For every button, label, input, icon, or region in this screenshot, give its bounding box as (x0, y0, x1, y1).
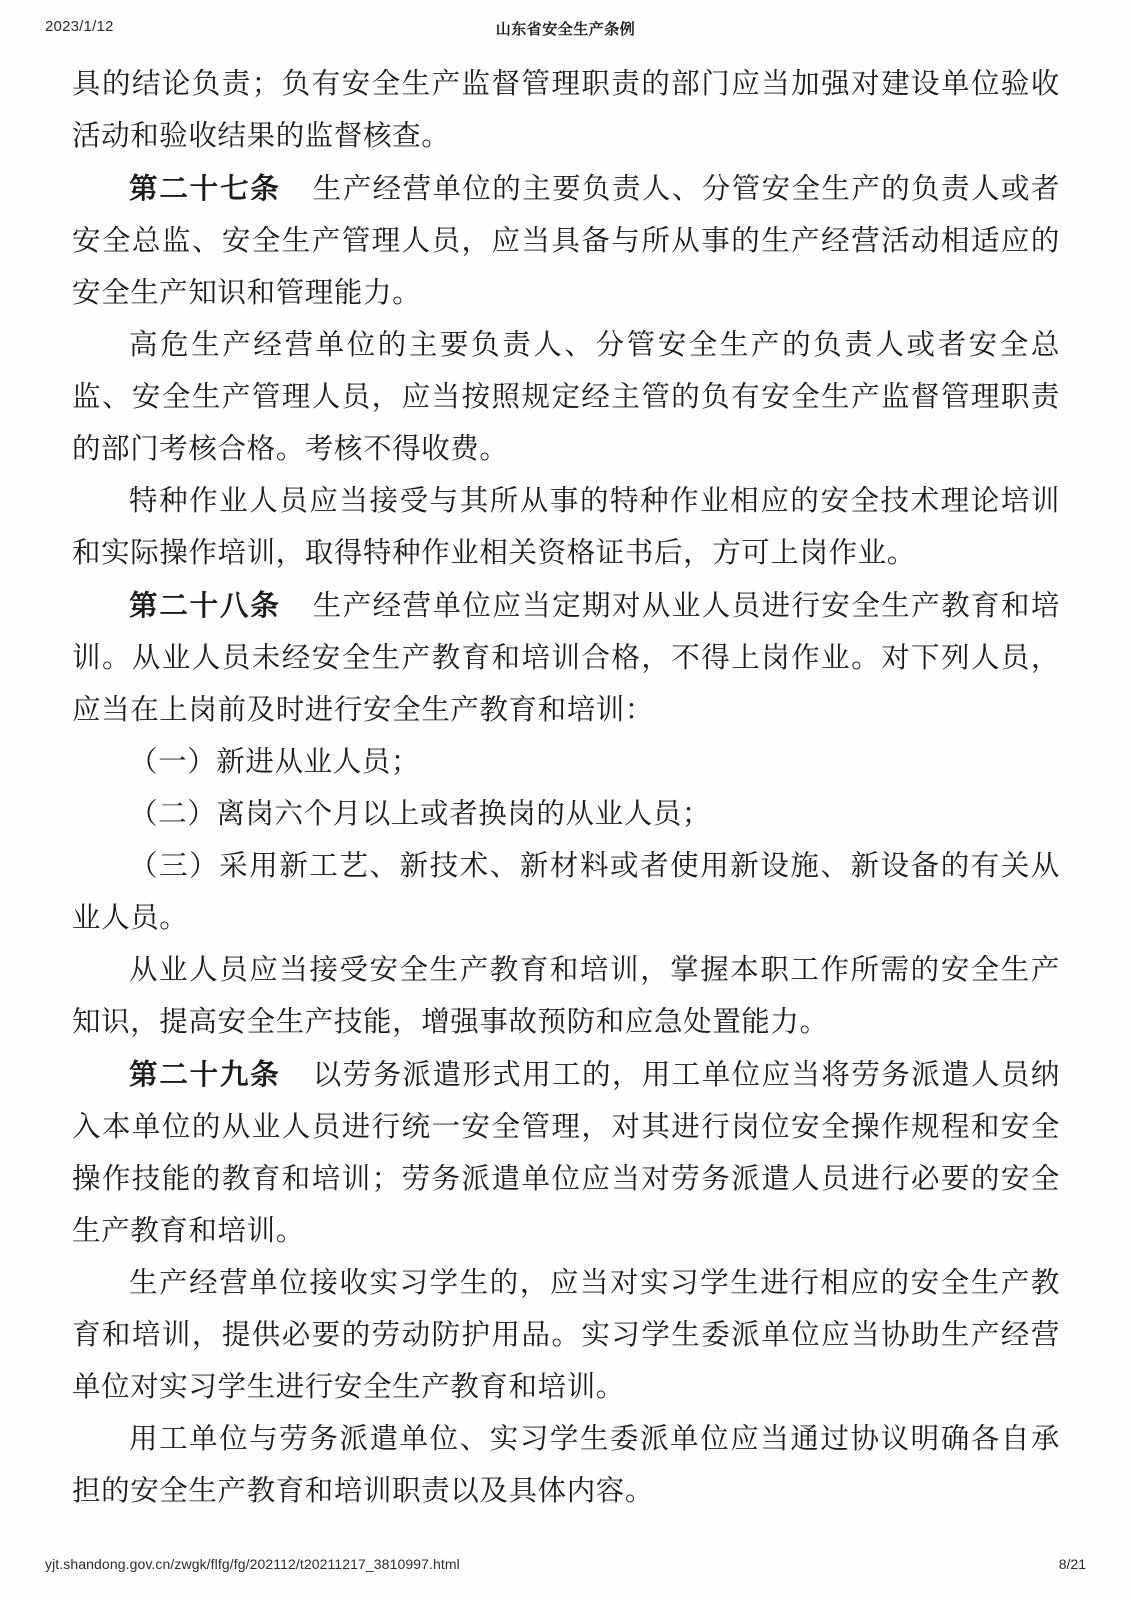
article-27-1-text: 生产经营单位的主要负责人、分管安全生产的负责人或者安全总监、安全生产管理人员，应当具备与所从事的生产经营活动相适应的安全生产知识和管理能力。 (72, 172, 1060, 309)
header-date: 2023/1/12 (45, 18, 114, 35)
paragraph-article-29-3: 用工单位与劳务派遣单位、实习学生委派单位应当通过协议明确各自承担的安全生产教育和培训职责以及具体内容。 (72, 1422, 1060, 1507)
paragraph-article-28-1 (72, 579, 1060, 736)
paragraph-article-27-1 (72, 162, 1060, 319)
paragraph-article-27-3: 特种作业人员应当接受与其所从事的特种作业相应的安全技术理论培训和实际操作培训，取得特种作业相关资格证书后，方可上岗作业。 (72, 484, 1060, 569)
source-url: yjt.shandong.gov.cn/zwgk/flfg/fg/202112/t20211217_3810997.html (45, 1556, 460, 1572)
page-header (0, 18, 1131, 42)
article-label-29: 第二十九条 (129, 1057, 281, 1091)
list-item-1: （一）新进从业人员； (129, 745, 421, 778)
document-body (72, 58, 1060, 1517)
paragraph-continued: 具的结论负责；负有安全生产监督管理职责的部门应当加强对建设单位验收活动和验收结果的监督核查。 (72, 67, 1060, 152)
page-number: 8/21 (1058, 1556, 1086, 1572)
paragraph-article-28-2: 从业人员应当接受安全生产教育和培训，掌握本职工作所需的安全生产知识，提高安全生产技能，增强事故预防和应急处置能力。 (72, 953, 1060, 1038)
page-footer (0, 1556, 1131, 1578)
document-title: 山东省安全生产条例 (495, 20, 636, 38)
list-item-3: （三）采用新工艺、新技术、新材料或者使用新设施、新设备的有关从业人员。 (72, 849, 1060, 934)
article-label-28: 第二十八条 (129, 588, 281, 622)
paragraph-article-29-1 (72, 1048, 1060, 1257)
article-28-1-text: 生产经营单位应当定期对从业人员进行安全生产教育和培训。从业人员未经安全生产教育和培训合格，不得上岗作业。对下列人员，应当在上岗前及时进行安全生产教育和培训： (72, 589, 1060, 726)
paragraph-article-27-2: 高危生产经营单位的主要负责人、分管安全生产的负责人或者安全总监、安全生产管理人员，应当按照规定经主管的负有安全生产监督管理职责的部门考核合格。考核不得收费。 (72, 328, 1060, 465)
article-29-1-text: 以劳务派遣形式用工的，用工单位应当将劳务派遣人员纳入本单位的从业人员进行统一安全管理，对其进行岗位安全操作规程和安全操作技能的教育和培训；劳务派遣单位应当对劳务派遣人员进行必要的安全生产教育和培训。 (72, 1058, 1060, 1247)
paragraph-article-29-2: 生产经营单位接收实习学生的，应当对实习学生进行相应的安全生产教育和培训，提供必要的劳动防护用品。实习学生委派单位应当协助生产经营单位对实习学生进行安全生产教育和培训。 (72, 1266, 1060, 1403)
article-label-27: 第二十七条 (129, 171, 281, 205)
list-item-2: （二）离岗六个月以上或者换岗的从业人员； (129, 797, 712, 830)
